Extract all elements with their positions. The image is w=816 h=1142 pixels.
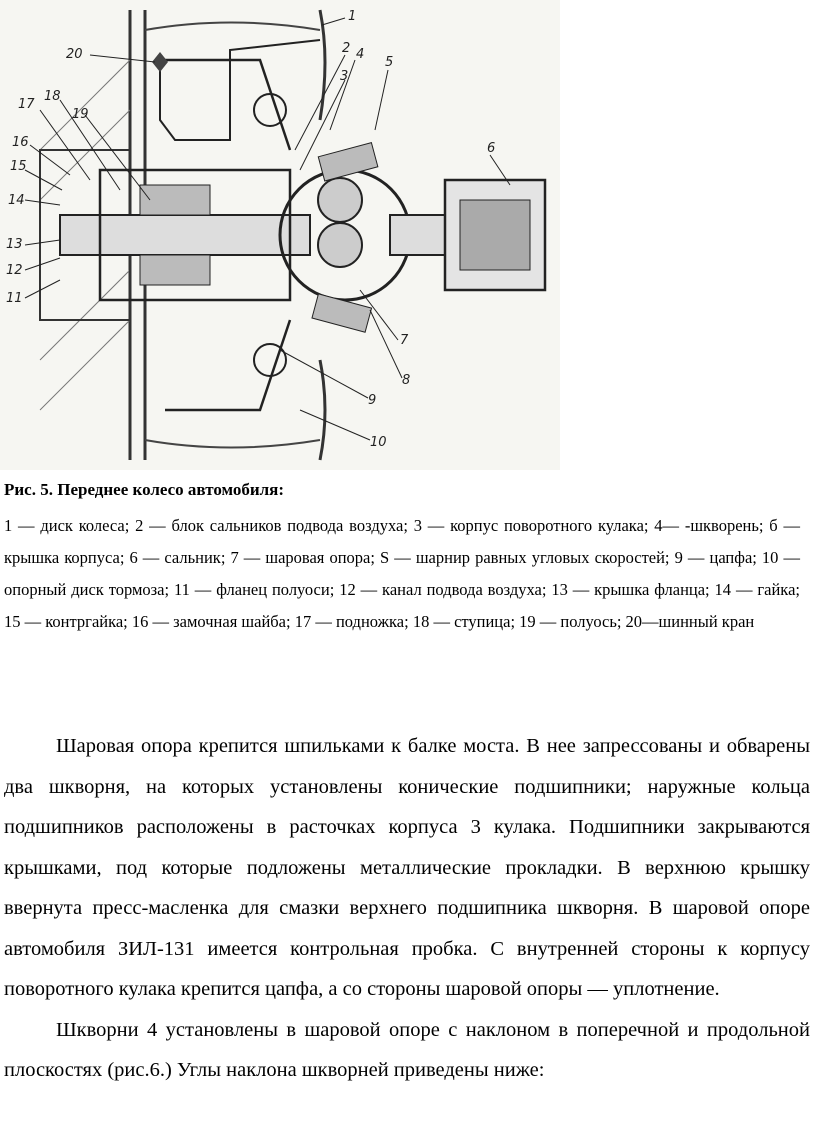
callout-19: 19	[72, 107, 89, 122]
figure-legend: 1 — диск колеса; 2 — блок сальников подвода воздуха; 3 — корпус поворотного кулака; 4— -шкворень; б — крышка корпуса; 6 — сальник; 7 — шаровая опора; S — шарнир равных угловых скоростей; 9 — цапфа; 10 — опорный диск тормоза; 11 — фланец полуоси; 12 — канал подвода воздуха; 13 — крышка фланца; 14 — гайка; 15 — контргайка; 16 — замочная шайба; 17 — подножка; 18 — ступица; 19 — полуось; 20—шинный кран	[4, 516, 800, 631]
callout-14: 14	[8, 193, 25, 208]
body-text	[4, 726, 810, 1091]
callout-6: 6	[487, 141, 496, 156]
callout-1: 1	[348, 9, 357, 24]
figure-caption-title: Рис. 5. Переднее колесо автомобиля:	[4, 480, 285, 499]
callout-20: 20	[66, 47, 83, 62]
callout-12: 12	[6, 263, 23, 278]
callout-8: 8	[402, 373, 411, 388]
callout-18: 18	[44, 89, 61, 104]
paragraph-ball-joint: Шаровая опора крепится шпильками к балке моста. В нее запрессованы и обварены два шкворня, на которых установлены конические подшипники; наружные кольца подшипников расположены в расточках корпуса 3 кулака. Подшипники закрываются крышками, под которые подложены металлические прокладки. В верхнюю крышку ввернута пресс-масленка для смазки верхнего подшипника шкворня. В шаровой опоре автомобиля ЗИЛ-131 имеется контрольная пробка. С внутренней стороны к корпусу поворотного кулака крепится цапфа, а со стороны шаровой опоры — уплотнение.	[4, 735, 810, 1000]
callout-3: 3	[340, 69, 349, 84]
callout-4: 4	[356, 47, 365, 62]
wheel-drawing	[0, 0, 560, 470]
callout-5: 5	[385, 55, 394, 70]
callout-11: 11	[6, 291, 23, 306]
paragraph-kingpins: Шкворни 4 установлены в шаровой опоре с наклоном в поперечной и продольной плоскостях (рис.6.) Углы наклона шкворней приведены ниже:	[4, 1018, 810, 1081]
callout-2: 2	[342, 41, 351, 56]
callout-10: 10	[370, 435, 387, 450]
callout-13: 13	[6, 237, 23, 252]
wheel-assembly-figure	[0, 0, 560, 470]
callout-9: 9	[368, 393, 377, 408]
callout-15: 15	[10, 159, 27, 174]
callout-17: 17	[18, 97, 35, 112]
callout-7: 7	[400, 333, 409, 348]
callout-16: 16	[12, 135, 29, 150]
